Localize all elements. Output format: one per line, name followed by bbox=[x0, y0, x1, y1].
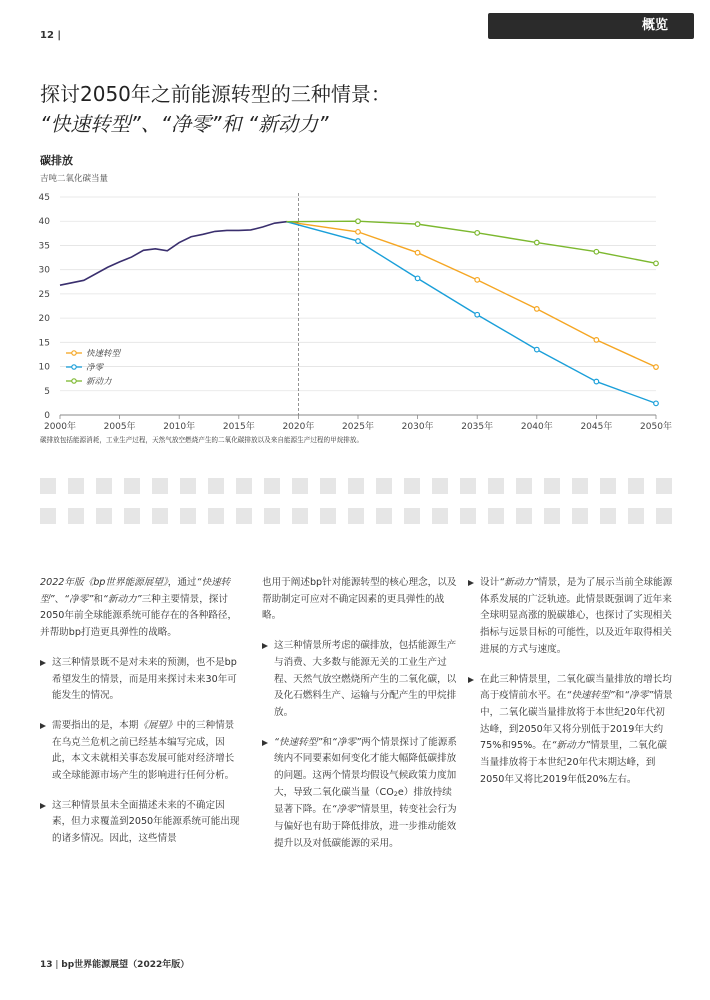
series-line bbox=[286, 221, 656, 263]
decorative-square bbox=[460, 508, 476, 524]
decorative-square bbox=[600, 508, 616, 524]
decorative-square bbox=[656, 478, 672, 494]
y-tick-label: 0 bbox=[44, 411, 50, 421]
decorative-square bbox=[600, 478, 616, 494]
decorative-square bbox=[208, 508, 224, 524]
decorative-square bbox=[152, 508, 168, 524]
decorative-square bbox=[488, 478, 504, 494]
x-tick-label: 2025年 bbox=[342, 422, 374, 432]
series-point bbox=[475, 312, 480, 317]
decorative-square bbox=[516, 478, 532, 494]
decorative-square bbox=[432, 478, 448, 494]
bullet-ukraine-note: 需要指出的是，本期《展望》中的三种情景在乌克兰危机之前已经基本编写完成，因此，本文未就相关事态发展可能对经济增长或全球能源市场产生的影响进行任何分析。 bbox=[40, 718, 240, 785]
decorative-square bbox=[292, 508, 308, 524]
legend-swatch-point bbox=[72, 365, 76, 369]
series-point bbox=[594, 249, 599, 254]
decorative-square bbox=[292, 478, 308, 494]
x-tick-label: 2020年 bbox=[282, 422, 315, 432]
decorative-square bbox=[376, 508, 392, 524]
decorative-square bbox=[320, 508, 336, 524]
decorative-square bbox=[180, 478, 196, 494]
section-banner: 概览 bbox=[488, 13, 694, 39]
legend-label: 快速转型 bbox=[86, 349, 121, 359]
decorative-square bbox=[656, 508, 672, 524]
bullet-emissions-peak: 在此三种情景里，二氧化碳当量排放的增长均高于疫情前水平。在“快速转型”和“净零”情景中，二氧化碳当量排放将于本世纪20年代初达峰，到2050年又将分别低于2019年大约75%和95%。在“新动力”情景里，二氧化碳当量排放将于本世纪20年代末期达峰，到2050年又将比2019年低20%左右。 bbox=[468, 672, 673, 789]
decorative-square bbox=[628, 508, 644, 524]
series-point bbox=[415, 250, 420, 255]
text-column-1 bbox=[40, 575, 240, 861]
x-tick-label: 2045年 bbox=[580, 422, 613, 432]
series-point bbox=[535, 307, 540, 312]
x-tick-label: 2035年 bbox=[461, 422, 494, 432]
bullet-accelerated-netzero: “快速转型”和“净零”两个情景探讨了能源系统内不同要素如何变化才能大幅降低碳排放的问题。这两个情景均假设气候政策力度加大，导致二氧化碳当量（CO2e）排放持续显著下降。在“净零”情景里，转变社会行为与偏好也有助于降低排放，进一步推动能效提升以及对低碳能源的采用。 bbox=[262, 735, 457, 853]
chart-y-label: 吉吨二氧化碳当量 bbox=[40, 174, 109, 184]
series-point bbox=[654, 365, 659, 370]
series-point bbox=[535, 347, 540, 352]
decorative-square bbox=[572, 478, 588, 494]
text-column-3 bbox=[468, 575, 673, 801]
decorative-square bbox=[96, 478, 112, 494]
decorative-square bbox=[264, 478, 280, 494]
series-point bbox=[475, 231, 480, 236]
decorative-square bbox=[180, 508, 196, 524]
decorative-square bbox=[460, 478, 476, 494]
y-tick-label: 5 bbox=[44, 386, 50, 397]
top-page-number: 12 | bbox=[40, 30, 62, 41]
x-tick-label: 2050年 bbox=[640, 422, 672, 432]
x-tick-label: 2040年 bbox=[520, 422, 553, 432]
y-tick-label: 35 bbox=[38, 241, 50, 252]
legend-swatch-point bbox=[72, 351, 76, 355]
x-tick-label: 2005年 bbox=[103, 422, 136, 432]
decorative-square bbox=[404, 478, 420, 494]
bullet-not-forecast: 这三种情景既不是对未来的预测，也不是bp希望发生的情景，而是用来探讨未来30年可能发生的情况。 bbox=[40, 655, 240, 705]
page-footer: 13 | bp世界能源展望（2022年版） bbox=[40, 960, 190, 970]
legend-label: 新动力 bbox=[86, 377, 112, 387]
y-tick-label: 10 bbox=[38, 362, 50, 373]
chart-title: 碳排放 bbox=[40, 154, 73, 167]
chart-footnote: 碳排放包括能源消耗，工业生产过程，天然气放空燃烧产生的二氧化碳排放以及来自能源生产过程的甲烷排放。 bbox=[40, 436, 364, 444]
decorative-square bbox=[516, 508, 532, 524]
series-line bbox=[286, 222, 656, 404]
emissions-chart bbox=[0, 185, 710, 435]
decorative-square bbox=[572, 508, 588, 524]
series-point bbox=[415, 222, 420, 227]
text-column-2 bbox=[262, 575, 457, 866]
decorative-square bbox=[152, 478, 168, 494]
continued-paragraph: 也用于阐述bp针对能源转型的核心理念，以及帮助制定可应对不确定因素的更具弹性的战略。 bbox=[262, 577, 457, 622]
series-point bbox=[594, 379, 599, 384]
series-point bbox=[356, 239, 361, 244]
decorative-square bbox=[348, 478, 364, 494]
decorative-square bbox=[628, 478, 644, 494]
bullet-new-momentum: 设计“新动力”情景，是为了展示当前全球能源体系发展的广泛轨迹。此情景既强调了近年来全球明显高涨的脱碳雄心，也探讨了实现相关指标与远景目标的可能性，以及近年取得相关进展的方式与速度。 bbox=[468, 575, 673, 659]
series-point bbox=[594, 338, 599, 343]
legend-swatch-point bbox=[72, 379, 76, 383]
decorative-square bbox=[376, 478, 392, 494]
decorative-square bbox=[488, 508, 504, 524]
legend-label: 净零 bbox=[86, 363, 104, 373]
history-line bbox=[60, 222, 298, 285]
decorative-square bbox=[96, 508, 112, 524]
y-tick-label: 15 bbox=[38, 338, 50, 349]
decorative-square bbox=[432, 508, 448, 524]
x-tick-label: 2030年 bbox=[401, 422, 434, 432]
decorative-square bbox=[544, 508, 560, 524]
bullet-uncertainty: 这三种情景虽未全面描述未来的不确定因素，但力求覆盖到2050年能源系统可能出现的诸多情况。因此，这些情景 bbox=[40, 798, 240, 848]
decorative-square bbox=[40, 508, 56, 524]
series-point bbox=[356, 219, 361, 224]
page-title-line1: 探讨2050年之前能源转型的三种情景： bbox=[40, 82, 391, 106]
x-tick-label: 2010年 bbox=[163, 422, 196, 432]
x-tick-label: 2015年 bbox=[222, 422, 255, 432]
series-point bbox=[535, 240, 540, 245]
decorative-square bbox=[40, 478, 56, 494]
y-tick-label: 45 bbox=[38, 193, 50, 203]
series-point bbox=[654, 401, 659, 406]
series-point bbox=[475, 278, 480, 283]
decorative-square bbox=[320, 478, 336, 494]
decorative-squares-row-1 bbox=[40, 478, 672, 494]
decorative-square bbox=[124, 508, 140, 524]
bullet-emissions-scope: 这三种情景所考虑的碳排放，包括能源生产与消费、大多数与能源无关的工业生产过程、天然气放空燃烧所产生的二氧化碳，以及化石燃料生产、运输与分配产生的甲烷排放。 bbox=[262, 638, 457, 722]
decorative-square bbox=[124, 478, 140, 494]
decorative-square bbox=[236, 508, 252, 524]
x-tick-label: 2000年 bbox=[44, 422, 76, 432]
y-tick-label: 40 bbox=[38, 217, 50, 228]
series-point bbox=[654, 261, 659, 266]
series-point bbox=[356, 230, 361, 235]
decorative-square bbox=[68, 478, 84, 494]
decorative-square bbox=[68, 508, 84, 524]
decorative-square bbox=[348, 508, 364, 524]
decorative-squares-row-2 bbox=[40, 508, 672, 524]
y-tick-label: 30 bbox=[38, 265, 50, 276]
decorative-square bbox=[208, 478, 224, 494]
series-line bbox=[286, 222, 656, 367]
decorative-square bbox=[544, 478, 560, 494]
y-tick-label: 25 bbox=[38, 289, 50, 300]
page-title-line2: “快速转型”、“净零”和 “新动力” bbox=[40, 112, 329, 136]
series-point bbox=[415, 276, 420, 281]
y-tick-label: 20 bbox=[38, 314, 50, 325]
intro-paragraph: 2022年版《bp世界能源展望》，通过“快速转型”、“净零”和“新动力”三种主要情景，探讨2050年前全球能源系统可能存在的各种路径，并帮助bp打造更具弹性的战略。 bbox=[40, 577, 238, 639]
decorative-square bbox=[264, 508, 280, 524]
decorative-square bbox=[236, 478, 252, 494]
decorative-square bbox=[404, 508, 420, 524]
